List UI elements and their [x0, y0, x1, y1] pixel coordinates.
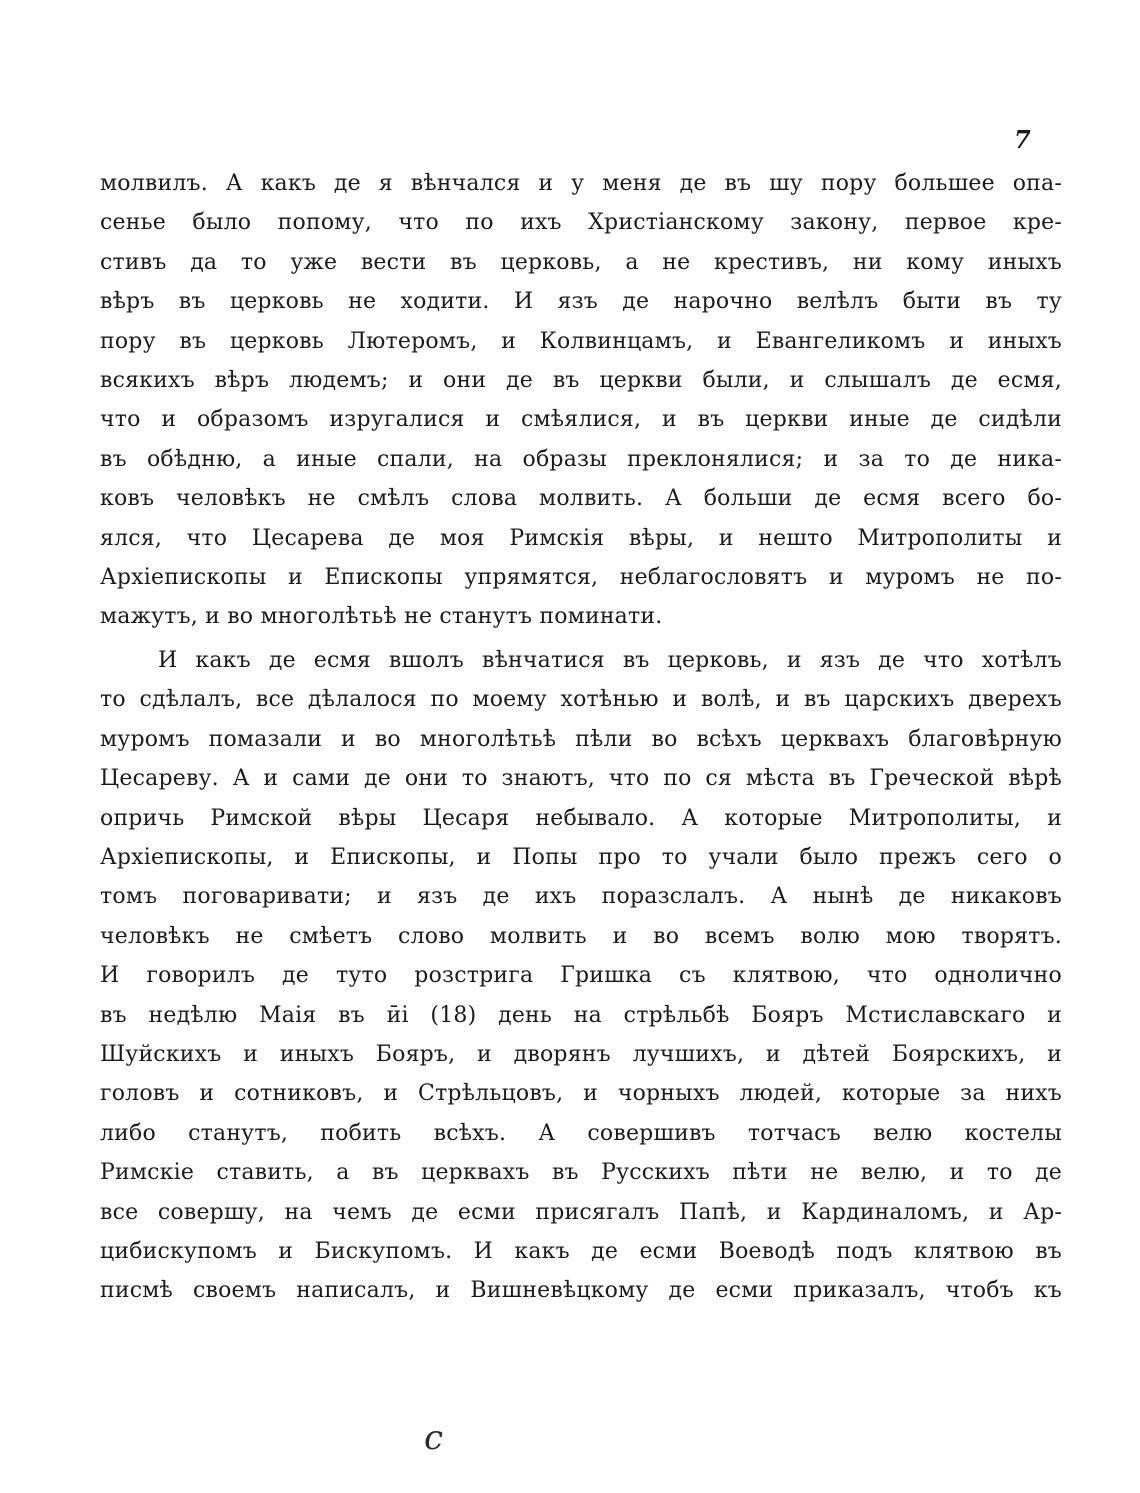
text-line: все совершу, на чемъ де есми присягалъ Папѣ, и Кардиналомъ, и Ар-	[100, 1199, 1062, 1225]
paragraph-1	[100, 164, 1062, 637]
text-line: что и образомъ изругалися и смѣялися, и въ церкви иные де сидѣли	[100, 407, 1062, 433]
text-line: головъ и сотниковъ, и Стрѣльцовъ, и чорныхъ людей, которые за нихъ	[100, 1081, 1062, 1107]
text-line: Архіепископы, и Епископы, и Попы про то учали было прежъ сего о	[100, 844, 1062, 870]
text-line: ковъ человѣкъ не смѣлъ слова молвить. А больши де есмя всего бо-	[100, 486, 1062, 512]
text-line: томъ поговаривати; и язъ де ихъ поразслалъ. А нынѣ де никаковъ	[100, 884, 1062, 910]
text-line: И говорилъ де тутo розстрига Гришка съ клятвою, что одноличнo	[100, 963, 1062, 989]
text-line: всякихъ вѣръ людемъ; и они де въ церкви были, и слышалъ де есмя,	[100, 368, 1062, 394]
text-line: опричь Римской вѣры Цесаря небывало. А которые Митрополиты, и	[100, 805, 1062, 831]
text-line: И какъ де есмя вшолъ вѣнчатися въ церковь, и язъ де что хотѣлъ	[158, 647, 1062, 673]
text-line: то сдѣлалъ, все дѣлалося по моему хотѣнью и волѣ, и въ царскихъ дверехъ	[100, 687, 1062, 713]
footer-mark: c	[424, 1418, 444, 1458]
text-line: писмѣ своемъ написалъ, и Вишневѣцкому де есми приказалъ, чтобъ къ	[100, 1278, 1062, 1304]
text-line: пору въ церковь Лютеромъ, и Колвинцамъ, и Евангеликомъ и иныхъ	[100, 328, 1062, 354]
text-line: Римскіе ставить, а въ церквахъ въ Русскихъ пѣти не велю, и то де	[100, 1160, 1062, 1186]
text-line: мажутъ, и во многолѣтьѣ не станутъ поминати.	[100, 604, 663, 630]
text-line: Шуйскихъ и иныхъ Бояръ, и дворянъ лучшихъ, и дѣтей Боярскихъ, и	[100, 1041, 1062, 1067]
text-line: вѣръ въ церковь не ходити. И язъ де нарочно велѣлъ быти въ ту	[100, 289, 1062, 315]
text-line: либо станутъ, побить всѣхъ. А совершивъ тотчасъ велю костелы	[100, 1120, 1062, 1146]
text-line: ялся, что Цесарева де моя Римскія вѣры, и нешто Митрополиты и	[100, 525, 1062, 551]
text-line: цибискупомъ и Бискупомъ. И какъ де есми Воеводѣ подъ клятвою въ	[100, 1238, 1062, 1264]
text-line: муромъ помазали и во многолѣтьѣ пѣли во всѣхъ церквахъ благовѣрную	[100, 726, 1062, 752]
page-number: 7	[1014, 125, 1031, 154]
text-line: молвилъ. А какъ де я вѣнчался и у меня де въ шу пору большее опа-	[100, 171, 1062, 196]
text-line: Архіепископы и Епископы упрямятся, неблагословятъ и муромъ не по-	[100, 565, 1062, 591]
text-line: сенье было попому, что по ихъ Христіанскому закону, первое кре-	[100, 210, 1062, 236]
text-line: въ недѣлю Маія въ ӣі (18) день на стрѣльбѣ Бояръ Мстиславскаго и	[100, 1002, 1062, 1028]
text-line: Цесареву. А и сами де они то знаютъ, что по ся мѣста въ Греческой вѣрѣ	[100, 766, 1062, 792]
paragraph-2	[100, 641, 1062, 1311]
text-line: стивъ да то уже вести въ церковь, а не крестивъ, ни кому иныхъ	[100, 249, 1062, 275]
text-line: въ обѣдню, а иные спали, на образы преклонялися; и за то де ника-	[100, 446, 1062, 472]
body-text	[100, 164, 1062, 1311]
text-line: человѣкъ не смѣетъ слово молвить и во всемъ волю мою творятъ.	[100, 923, 1062, 949]
